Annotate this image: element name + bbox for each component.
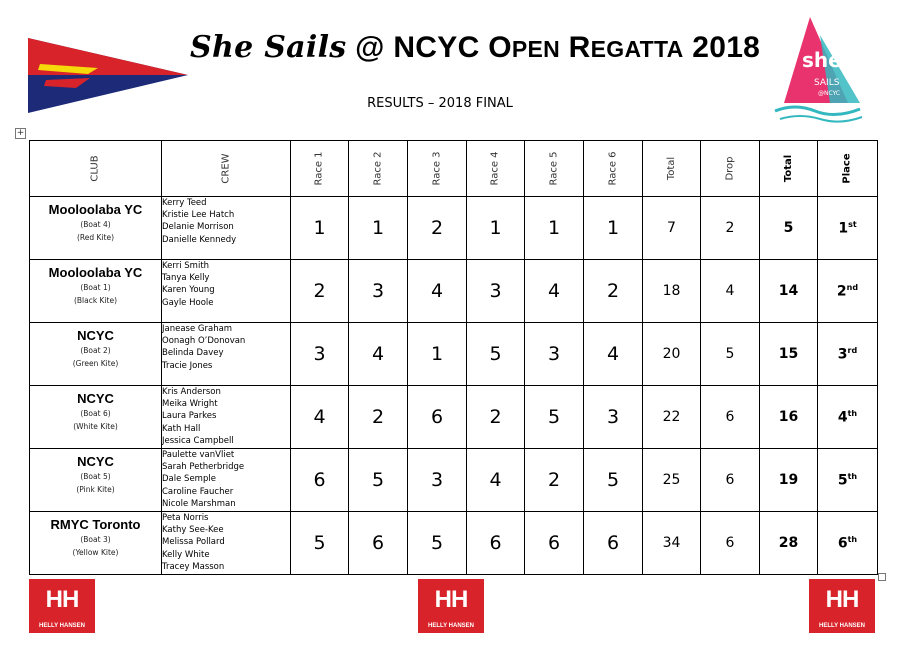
table-row [30, 197, 878, 260]
crew-cell [162, 449, 291, 512]
crew-member: Dale Semple [162, 474, 216, 485]
crew-member: Nicole Marshman [162, 498, 236, 509]
net-total: 28 [760, 512, 818, 575]
crew-member: Peta Norris [162, 513, 209, 523]
race-3-result: 3 [408, 449, 467, 512]
col-header-net-total: Total [760, 141, 818, 197]
drop-points: 6 [701, 386, 760, 449]
col-header-place: Place [818, 141, 878, 197]
race-4-result: 6 [467, 512, 525, 575]
helly-hansen-logo-left: HH HELLY HANSEN [29, 579, 95, 633]
race-3-result: 5 [408, 512, 467, 575]
race-1-result: 5 [291, 512, 349, 575]
race-6-result: 1 [584, 197, 643, 260]
crew-member: Kris Anderson [162, 387, 221, 397]
crew-member: Tracie Jones [162, 360, 213, 371]
col-header-crew: CREW [162, 141, 291, 197]
race-5-result: 5 [525, 386, 584, 449]
place [818, 260, 878, 323]
race-5-result: 6 [525, 512, 584, 575]
crew-member: Sarah Petherbridge [162, 462, 245, 473]
race-5-result: 2 [525, 449, 584, 512]
results-table [29, 140, 878, 575]
race-1-result: 4 [291, 386, 349, 449]
club-name: NCYC [77, 328, 114, 343]
place-number: 4 [837, 409, 848, 426]
crew-cell [162, 386, 291, 449]
club-cell [30, 197, 162, 260]
crew-member: Jessica Campbell [162, 435, 234, 446]
crew-member: Delanie Morrison [162, 222, 234, 233]
crew-member: Karen Young [162, 285, 215, 296]
club-cell [30, 449, 162, 512]
col-header-race-5: Race 5 [525, 141, 584, 197]
helly-hansen-logo-right: HH HELLY HANSEN [809, 579, 875, 633]
place [818, 323, 878, 386]
crew-member: Gayle Hoole [162, 297, 214, 308]
club-name: Mooloolaba YC [48, 265, 143, 280]
table-row [30, 512, 878, 575]
drop-points: 6 [701, 512, 760, 575]
race-4-result: 5 [467, 323, 525, 386]
race-4-result: 1 [467, 197, 525, 260]
race-3-result: 2 [408, 197, 467, 260]
race-3-result: 4 [408, 260, 467, 323]
drop-points: 4 [701, 260, 760, 323]
race-1-result: 1 [291, 197, 349, 260]
place-number: 5 [837, 472, 848, 489]
race-4-result: 2 [467, 386, 525, 449]
table-row [30, 323, 878, 386]
place [818, 449, 878, 512]
crew-member: Oonagh O’Donovan [162, 336, 246, 347]
crew-cell [162, 260, 291, 323]
club-cell [30, 512, 162, 575]
boat-boat: (Boat 1) [80, 283, 111, 292]
race-2-result: 1 [349, 197, 408, 260]
place-suffix: th [847, 408, 858, 418]
boat-kite: (Black Kite) [73, 296, 118, 305]
place-suffix: nd [846, 282, 859, 292]
col-header-total: Total [643, 141, 701, 197]
net-total: 14 [760, 260, 818, 323]
col-header-race-1: Race 1 [291, 141, 349, 197]
page-title: She Sails @ NCYC OPEN REGATTA 2018 [190, 30, 761, 65]
club-name: RMYC Toronto [50, 517, 141, 532]
helly-hansen-logo-center: HH HELLY HANSEN [418, 579, 484, 633]
club-name: NCYC [77, 391, 114, 406]
page-subtitle: RESULTS – 2018 FINAL [367, 96, 513, 111]
table-row [30, 260, 878, 323]
race-3-result: 6 [408, 386, 467, 449]
total-points: 18 [643, 260, 701, 323]
place [818, 197, 878, 260]
boat-boat: (Boat 6) [80, 409, 111, 418]
race-1-result: 6 [291, 449, 349, 512]
drop-points: 2 [701, 197, 760, 260]
boat-kite: (Red Kite) [76, 233, 115, 242]
total-points: 7 [643, 197, 701, 260]
table-resize-handle[interactable] [878, 573, 886, 581]
crew-cell [162, 512, 291, 575]
race-6-result: 4 [584, 323, 643, 386]
boat-kite: (Yellow Kite) [72, 548, 119, 557]
col-header-race-4: Race 4 [467, 141, 525, 197]
race-2-result: 4 [349, 323, 408, 386]
crew-member: Kerri Smith [162, 261, 210, 271]
boat-kite: (Pink Kite) [76, 485, 115, 494]
crew-member: Belinda Davey [162, 348, 224, 359]
race-5-result: 3 [525, 323, 584, 386]
place [818, 386, 878, 449]
race-2-result: 6 [349, 512, 408, 575]
crew-cell [162, 323, 291, 386]
race-6-result: 2 [584, 260, 643, 323]
boat-kite: (White Kite) [73, 422, 118, 431]
place-number: 6 [837, 535, 848, 552]
place-suffix: th [847, 471, 858, 481]
col-header-drop: Drop [701, 141, 760, 197]
race-1-result: 2 [291, 260, 349, 323]
crew-member: Kerry Teed [162, 198, 207, 208]
col-header-race-6: Race 6 [584, 141, 643, 197]
crew-member: Kelly White [162, 549, 210, 560]
boat-kite: (Green Kite) [72, 359, 119, 368]
boat-boat: (Boat 2) [80, 346, 111, 355]
crew-member: Caroline Faucher [162, 486, 234, 497]
race-6-result: 5 [584, 449, 643, 512]
crew-member: Tracey Masson [162, 561, 225, 572]
crew-member: Janease Graham [162, 324, 233, 334]
net-total: 15 [760, 323, 818, 386]
race-2-result: 3 [349, 260, 408, 323]
place-number: 1 [838, 220, 849, 237]
club-cell [30, 260, 162, 323]
header-row [30, 141, 878, 197]
club-name: NCYC [77, 454, 114, 469]
crew-member: Kathy See-Kee [162, 525, 224, 536]
boat-boat: (Boat 5) [80, 472, 111, 481]
club-cell [30, 386, 162, 449]
col-header-race-2: Race 2 [349, 141, 408, 197]
logo-word-sails: SAILS [814, 78, 840, 88]
place-number: 2 [836, 283, 847, 300]
total-points: 25 [643, 449, 701, 512]
crew-member: Meika Wright [162, 399, 218, 410]
table-move-handle[interactable]: + [16, 128, 25, 138]
crew-member: Kath Hall [162, 423, 201, 434]
race-6-result: 3 [584, 386, 643, 449]
crew-member: Paulette vanVliet [162, 450, 235, 460]
race-2-result: 2 [349, 386, 408, 449]
col-header-race-3: Race 3 [408, 141, 467, 197]
race-1-result: 3 [291, 323, 349, 386]
crew-cell [162, 197, 291, 260]
club-cell [30, 323, 162, 386]
place-suffix: st [848, 219, 857, 229]
ncyc-burgee-flag [28, 38, 188, 113]
place-number: 3 [837, 346, 848, 363]
total-points: 22 [643, 386, 701, 449]
race-3-result: 1 [408, 323, 467, 386]
race-4-result: 3 [467, 260, 525, 323]
logo-word-ncyc: @NCYC [818, 90, 841, 97]
race-6-result: 6 [584, 512, 643, 575]
race-2-result: 5 [349, 449, 408, 512]
place-suffix: th [847, 534, 858, 544]
boat-boat: (Boat 4) [80, 220, 111, 229]
crew-member: Melissa Pollard [162, 537, 225, 548]
col-header-club: CLUB [30, 141, 162, 197]
race-5-result: 1 [525, 197, 584, 260]
race-5-result: 4 [525, 260, 584, 323]
net-total: 16 [760, 386, 818, 449]
club-name: Mooloolaba YC [48, 202, 143, 217]
drop-points: 6 [701, 449, 760, 512]
net-total: 19 [760, 449, 818, 512]
crew-member: Laura Parkes [162, 411, 217, 422]
total-points: 34 [643, 512, 701, 575]
table-row [30, 449, 878, 512]
place [818, 512, 878, 575]
place-suffix: rd [847, 345, 858, 355]
table-row [30, 386, 878, 449]
total-points: 20 [643, 323, 701, 386]
crew-member: Danielle Kennedy [162, 234, 237, 245]
logo-word-she: she [802, 48, 842, 72]
drop-points: 5 [701, 323, 760, 386]
she-sails-logo [770, 15, 870, 127]
race-4-result: 4 [467, 449, 525, 512]
crew-member: Tanya Kelly [162, 273, 210, 284]
crew-member: Kristie Lee Hatch [162, 210, 235, 221]
net-total: 5 [760, 197, 818, 260]
boat-boat: (Boat 3) [80, 535, 111, 544]
